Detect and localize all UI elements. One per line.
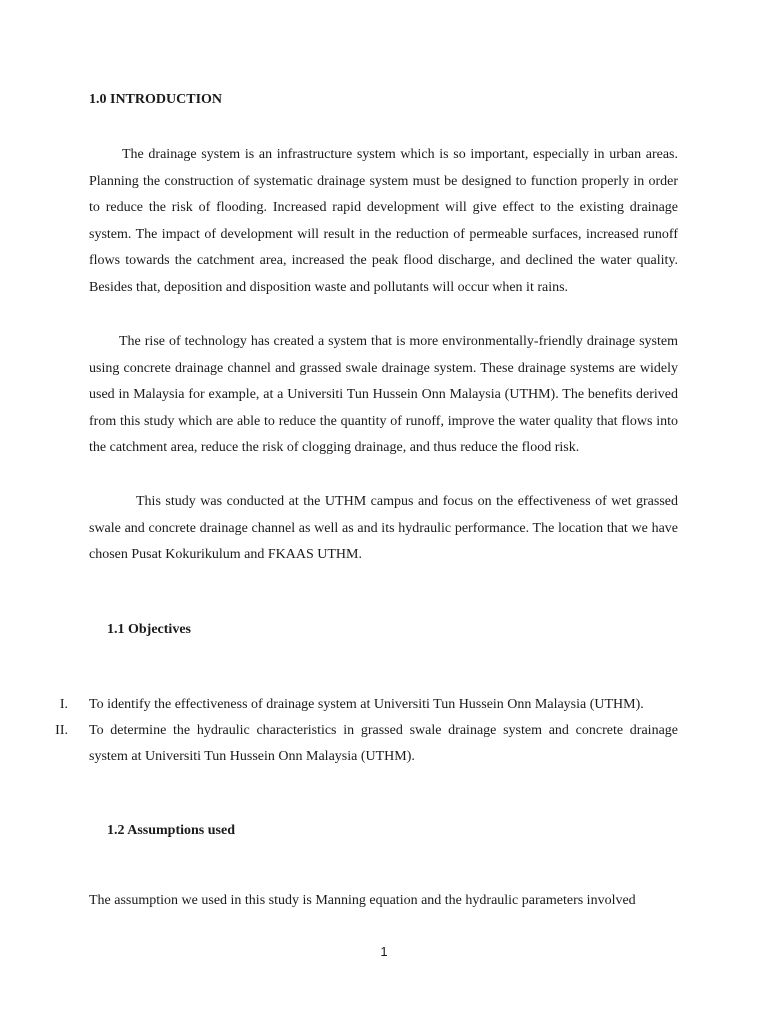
- intro-paragraph-1: The drainage system is an infrastructure system which is so important, especially in urban areas. Planning the construction of systematic drainage system must be designed to function properly in order to reduce the risk of flooding. Increased rapid development will give effect to the existing drainage system. The impact of development will result in the reduction of permeable surfaces, increased runoff flows towards the catchment area, increased the peak flood discharge, and declined the water quality. Besides that, deposition and disposition waste and pollutants will occur when it rains.: [89, 147, 678, 295]
- section-heading-introduction: 1.0 INTRODUCTION: [89, 92, 223, 107]
- assumptions-paragraph: The assumption we used in this study is Manning equation and the hydraulic parameters involved: [89, 893, 636, 908]
- objective-text: To identify the effectiveness of drainage system at Universiti Tun Hussein Onn Malaysia (UTHM).: [89, 697, 644, 712]
- intro-paragraph-2: The rise of technology has created a system that is more environmentally-friendly drainage system using concrete drainage channel and grassed swale drainage system. These drainage systems are widely used in Malaysia for example, at a Universiti Tun Hussein Onn Malaysia (UTHM). The benefits derived from this study which are able to reduce the quantity of runoff, improve the water quality that flows into the catchment area, reduce the risk of clogging drainage, and thus reduce the flood risk.: [89, 334, 678, 456]
- objective-number: I.: [59, 697, 68, 712]
- objective-text: To determine the hydraulic characteristics in grassed swale drainage system and concrete drainage system at Universiti Tun Hussein Onn Malaysia (UTHM).: [89, 722, 678, 765]
- page-number: 1: [380, 944, 388, 959]
- objectives-heading: 1.1 Objectives: [107, 622, 191, 637]
- objectives-list: [0, 692, 768, 771]
- intro-paragraph-3: This study was conducted at the UTHM campus and focus on the effectiveness of wet grassed swale and concrete drainage channel as well as and its hydraulic performance. The location that we have chosen Pusat Kokurikulum and FKAAS UTHM.: [89, 494, 678, 563]
- objective-item: [0, 718, 768, 771]
- objective-number: II.: [55, 722, 68, 738]
- objective-item: [0, 692, 768, 719]
- assumptions-heading: 1.2 Assumptions used: [107, 823, 235, 838]
